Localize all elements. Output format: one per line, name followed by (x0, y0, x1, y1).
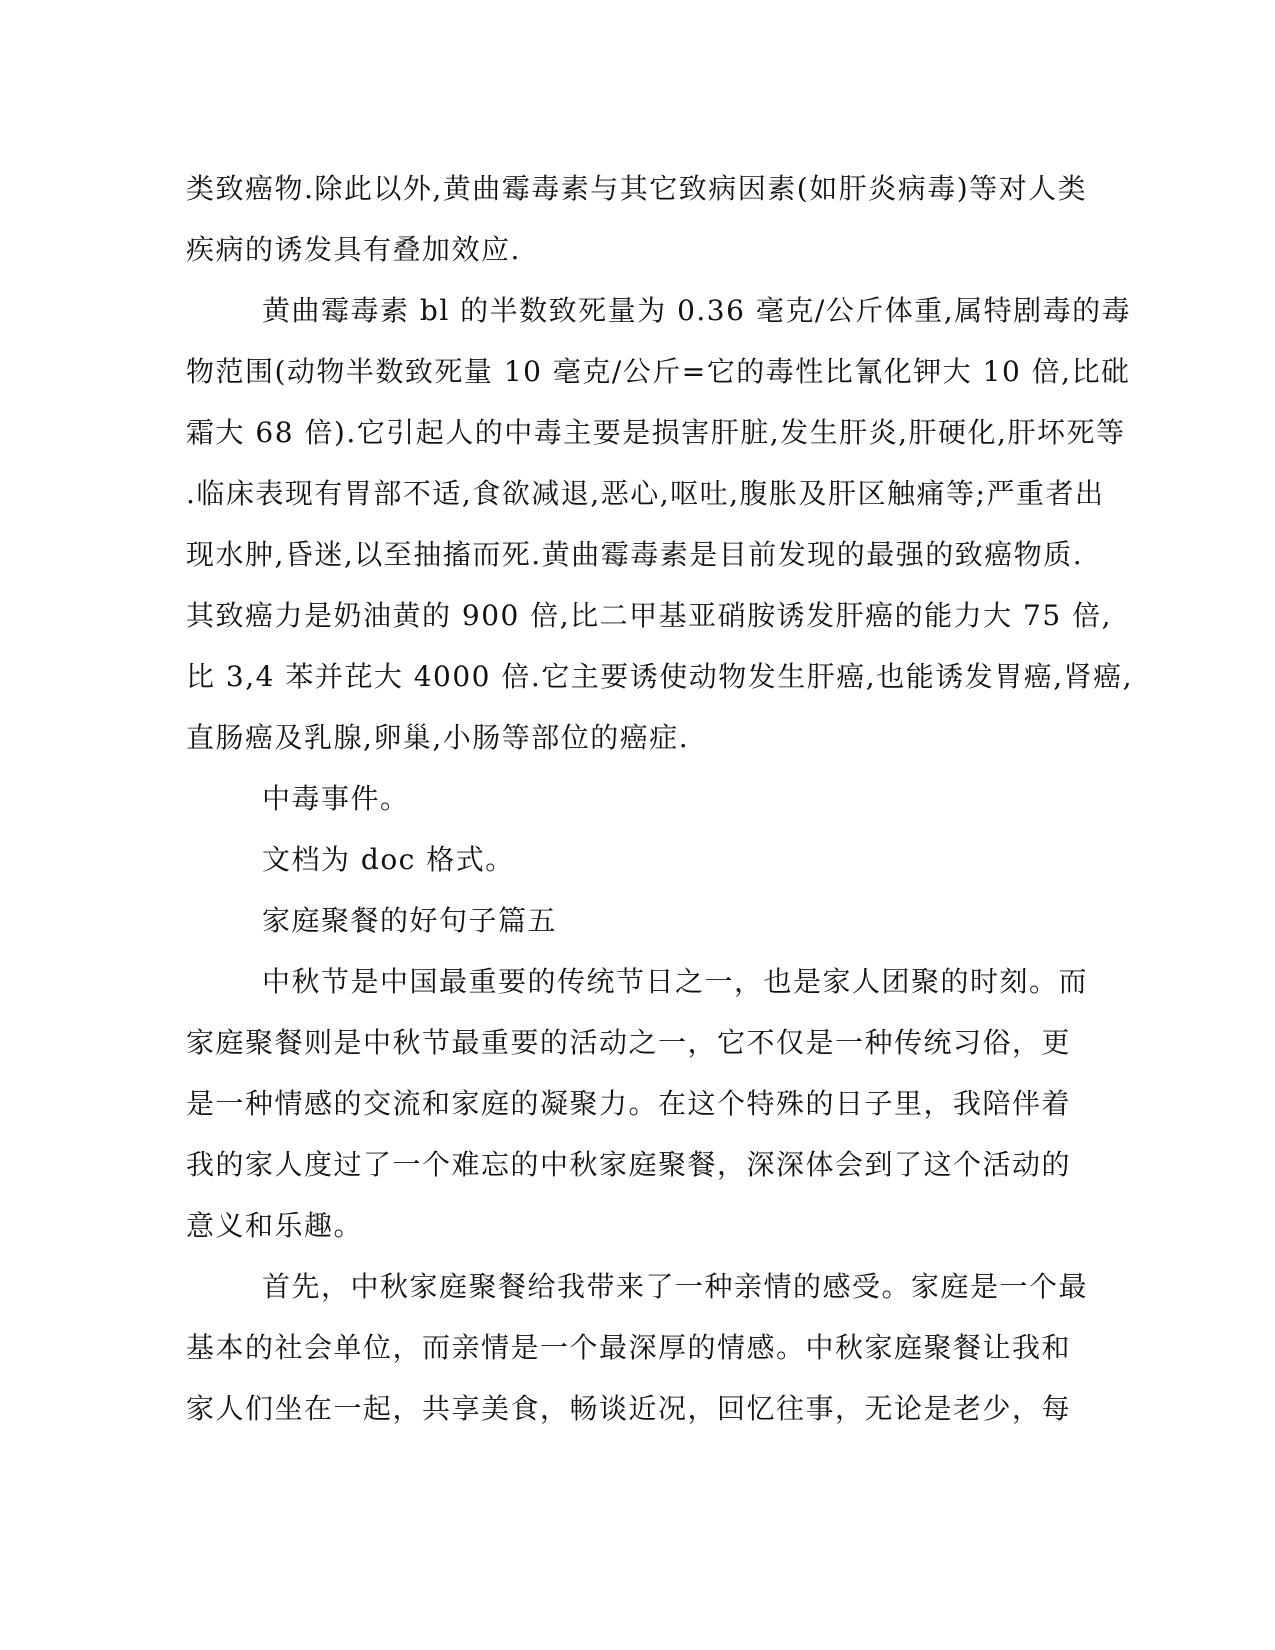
section-heading: 家庭聚餐的好句子篇五 (262, 904, 558, 937)
paragraph-start-line: 中毒事件。 (262, 782, 410, 815)
text-line: 比 3,4 苯并芘大 4000 倍.它主要诱使动物发生肝癌,也能诱发胃癌,肾癌, (186, 660, 1133, 693)
text-line: .临床表现有胃部不适,食欲减退,恶心,呕吐,腹胀及肝区触痛等;严重者出 (186, 477, 1105, 510)
text-line: 意义和乐趣。 (186, 1209, 364, 1242)
paragraph-start-line: 文档为 doc 格式。 (262, 843, 515, 876)
text-line: 是一种情感的交流和家庭的凝聚力。在这个特殊的日子里，我陪伴着 (186, 1087, 1072, 1120)
paragraph-start-line: 首先，中秋家庭聚餐给我带来了一种亲情的感受。家庭是一个最 (262, 1270, 1089, 1303)
text-line: 现水肿,昏迷,以至抽搐而死.黄曲霉毒素是目前发现的最强的致癌物质. (186, 538, 1084, 571)
document-body (186, 158, 1133, 1439)
text-line: 家人们坐在一起，共享美食，畅谈近况，回忆往事，无论是老少，每 (186, 1392, 1072, 1425)
text-line: 物范围(动物半数致死量 10 毫克/公斤=它的毒性比氰化钾大 10 倍,比砒 (186, 355, 1131, 388)
text-line: 类致癌物.除此以外,黄曲霉毒素与其它致病因素(如肝炎病毒)等对人类 (186, 172, 1088, 205)
text-line: 基本的社会单位，而亲情是一个最深厚的情感。中秋家庭聚餐让我和 (186, 1331, 1072, 1364)
text-line: 我的家人度过了一个难忘的中秋家庭聚餐，深深体会到了这个活动的 (186, 1148, 1072, 1181)
paragraph-start-line: 中秋节是中国最重要的传统节日之一，也是家人团聚的时刻。而 (262, 965, 1089, 998)
text-line: 家庭聚餐则是中秋节最重要的活动之一，它不仅是一种传统习俗，更 (186, 1026, 1072, 1059)
paragraph-start-line: 黄曲霉毒素 bl 的半数致死量为 0.36 毫克/公斤体重,属特剧毒的毒 (262, 294, 1132, 327)
text-line: 霜大 68 倍).它引起人的中毒主要是损害肝脏,发生肝炎,肝硬化,肝坏死等 (186, 416, 1126, 449)
text-line: 直肠癌及乳腺,卵巢,小肠等部位的癌症. (186, 721, 690, 754)
text-line: 其致癌力是奶油黄的 900 倍,比二甲基亚硝胺诱发肝癌的能力大 75 倍, (186, 599, 1112, 632)
text-line: 疾病的诱发具有叠加效应. (186, 233, 521, 266)
